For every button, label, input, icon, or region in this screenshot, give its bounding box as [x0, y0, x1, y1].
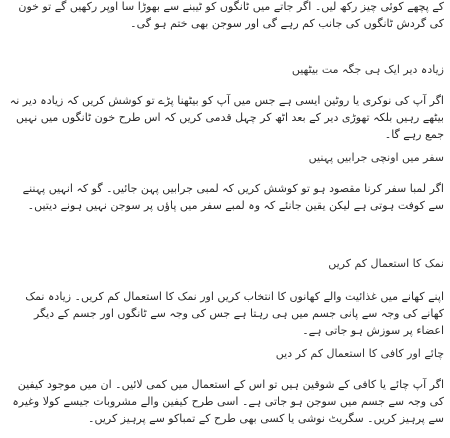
intro-paragraph: کے پچھے کوئی چیز رکھ لیں۔ اگر جاتے میں ٹانگوں کو ٹیبنے سے بھوڑا سا اوپر رکھیں گے تو خون کی گردش ٹانگوں کی جانب کم رہے گی اور سوجن بھی ختم ہو گی۔ — [18, 0, 444, 30]
section-heading-socks: سفر میں اونچی جرابیں پہنیں — [308, 151, 444, 164]
section-body-sitting: اگر آپ کی نوکری یا روٹین ایسی ہے جس میں آپ کو بیٹھنا پڑے تو کوشش کریں کہ زیادہ دیر نہ بیٹھے رہیں بلکہ تھوڑی دیر کے بعد اٹھ کر چہل قدمی کریں کہ اس طرح خون ٹانگوں میں نہیں جمع رہے گا۔ — [9, 94, 444, 141]
section-heading-sitting: زیادہ دیر ایک ہی جگہ مت بیٹھیں — [291, 63, 444, 76]
section-body-salt: اپنے کھانے میں غذائیت والے کھانوں کا انتخاب کریں اور نمک کا استعمال کم کریں۔ زیادہ نمک کھانے کی وجہ سے پانی جسم میں ہی رہتا ہے جس کی وجہ سے ٹانگوں اور جسم کے دیگر اعضاء پر سوزش ہو جاتی ہے۔ — [25, 290, 444, 337]
section-heading-salt: نمک کا استعمال کم کریں — [328, 257, 444, 270]
section-body-tea-coffee: اگر آپ چائے یا کافی کے شوقین ہیں تو اس کے استعمال میں کمی لائیں۔ ان میں موجود کیفین کی وجہ سے جسم میں سوجن ہو جاتی ہے۔ اسی طرح کیفین والے مشروبات جیسے کولا وغیرہ سے پرہیز کریں۔ سگریٹ نوشی یا کسی بھی طرح کے تمباکو سے پرہیز کریں۔ — [12, 378, 444, 425]
section-body-socks: اگر لمبا سفر کرنا مقصود ہو تو کوشش کریں کہ لمبی جرابیں پہن جائیں۔ گو کہ انہیں پہننے سے کوفت ہوتی ہے لیکن یقین جانئے کہ وہ لمبے سفر میں پاؤں پر سوجن نہیں ہونے دیتیں۔ — [22, 182, 444, 212]
section-heading-tea-coffee: چائے اور کافی کا استعمال کم کر دیں — [275, 347, 444, 360]
